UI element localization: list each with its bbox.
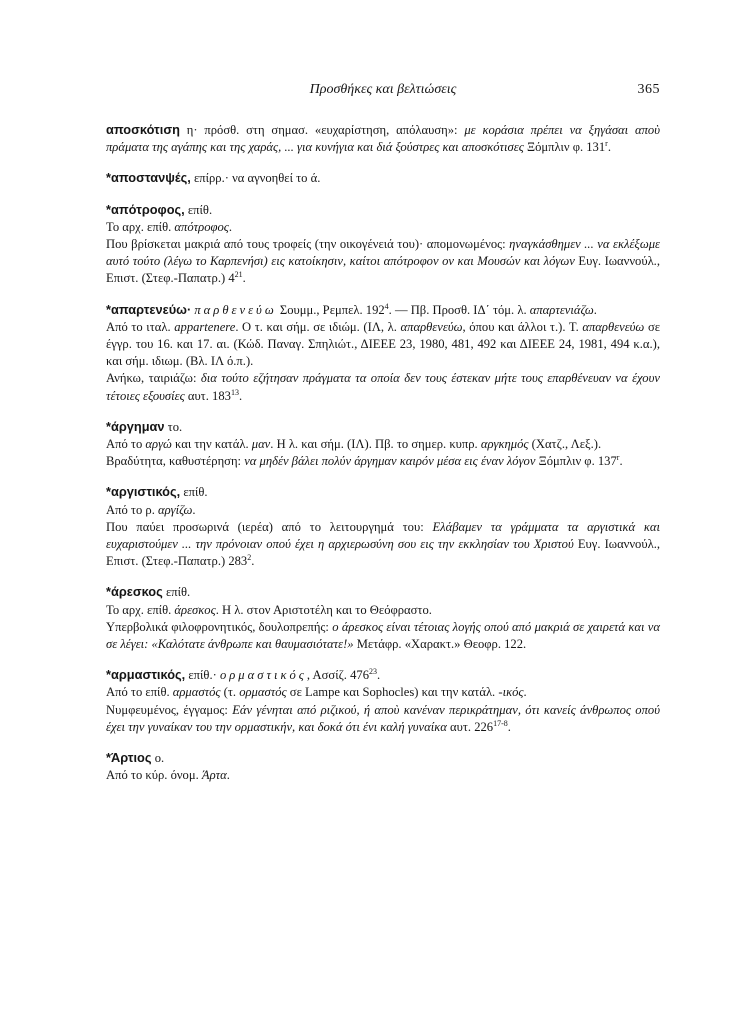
- etymology-term: απότροφος: [174, 219, 229, 234]
- etymology-term: απαρθενεύω: [400, 319, 463, 334]
- gloss: Βραδύτητα, καθυστέρηση:: [106, 454, 242, 469]
- punctuation: .: [228, 219, 233, 234]
- headword: *απότροφος,: [106, 201, 185, 217]
- reference: . — Πβ. Προσθ. ΙΔ΄ τόμ. λ.: [388, 302, 527, 317]
- punctuation: .: [251, 554, 255, 569]
- headword: *Άρτιος: [106, 750, 152, 766]
- entry-aposkotisi: [106, 121, 660, 156]
- source-superscript: 21: [234, 270, 243, 280]
- quotation: Ελάβαμεν τα γράμματα τα αργιστικά και ευχαριστούμεν ... την πρόνοιαν οπού έχει η αρχιερωσύνη σου εις την εκκλησίαν του Χριστού: [106, 519, 660, 552]
- etymology-term: Άρτα: [201, 768, 227, 783]
- part-of-speech: επίθ.: [165, 585, 191, 600]
- entry-apostanpses: [106, 169, 660, 187]
- source-citation: αυτ. 226: [450, 719, 494, 734]
- variant-form: ορμαστικός: [219, 668, 307, 683]
- punctuation: .: [238, 388, 243, 403]
- source-citation: Ευγ. Ιωαννούλ., Επιστ. (Στεφ.-Παπατρ.) 283: [106, 537, 660, 569]
- punctuation: .: [593, 302, 597, 317]
- definition: επίρρ.· να αγνοηθεί το ά.: [193, 171, 321, 186]
- source-citation: Μετάφρ. «Χαρακτ.» Θεοφρ. 122.: [356, 637, 527, 652]
- etymology-term: -ικός: [498, 685, 524, 700]
- headword: αποσκότιση: [106, 122, 180, 137]
- punctuation: .: [619, 454, 623, 469]
- quotation: να μηδέν βάλει πολύν άργημαν καιρόν μέσα εις έναν λόγον: [244, 454, 536, 469]
- entry-armastikos: [106, 666, 660, 736]
- headword: *άργημαν: [106, 418, 165, 434]
- etymology: (Χατζ., Λεξ.).: [531, 437, 602, 452]
- gloss: Νυμφευμένος, έγγαμος:: [106, 702, 228, 717]
- dictionary-entries: [106, 121, 660, 798]
- etymology-term: appartenere: [174, 319, 236, 334]
- gloss: Που βρίσκεται μακριά από τους τροφείς (την οικογένειά του)· απομονωμένος:: [106, 237, 506, 252]
- source-superscript: 13: [230, 387, 239, 397]
- part-of-speech: επίθ.: [187, 202, 213, 217]
- etymology: Από το επίθ.: [106, 685, 170, 700]
- etymology: σε Lampe και Sophocles) και την κατάλ.: [289, 685, 496, 700]
- etymology: . Η λ. και σήμ. (ΙΛ). Πβ. το σημερ. κυπρ.: [270, 437, 478, 452]
- etymology: (τ.: [223, 685, 237, 700]
- gloss: Ανήκω, ταιριάζω:: [106, 371, 197, 386]
- etymology-term: άρεσκος: [174, 602, 216, 617]
- entry-apartenevo: [106, 301, 660, 405]
- etymology-term: μαν: [251, 437, 271, 452]
- headword: *αρμαστικός,: [106, 667, 186, 683]
- headword: *αργιστικός,: [106, 484, 181, 500]
- part-of-speech: το.: [167, 419, 183, 434]
- source-citation: Ξόμπλιν φ. 131: [527, 140, 606, 155]
- source-superscript: r: [616, 453, 620, 463]
- etymology-term: αργίζω: [158, 502, 193, 517]
- source-superscript: r: [605, 139, 608, 149]
- punctuation: .: [507, 719, 511, 734]
- etymology: Από το ρ.: [106, 502, 155, 517]
- source-citation: Ξόμπλιν φ. 137: [538, 454, 617, 469]
- part-of-speech: ο.: [154, 751, 165, 766]
- reference-term: απαρτενιάζω: [529, 302, 594, 317]
- source-citation: Ευγ. Ιωαννούλ., Επιστ. (Στεφ.-Παπατρ.) 4: [106, 254, 660, 286]
- punctuation: .: [242, 271, 246, 286]
- reference-superscript: 23: [369, 667, 377, 677]
- punctuation: ,: [306, 668, 311, 683]
- entry-argiman: [106, 418, 660, 471]
- punctuation: .: [226, 768, 230, 783]
- running-title: Προσθήκες και βελτιώσεις: [309, 82, 457, 97]
- etymology: Από το κύρ. όνομ.: [106, 768, 199, 783]
- etymology: Το αρχ. επίθ.: [106, 602, 172, 617]
- quotation: Εάν γένηται από ριζικού, ή αποὺ κανέναν περικράτημαν, ότι κανείς άνθρωπος οπού έχει την γυναίκαν του την ορμαστικήν, και δοκά ότι ένι καλή γυναίκα: [106, 702, 660, 734]
- punctuation: .: [607, 140, 611, 155]
- reference: Σουμμ., Ρεμπελ. 192: [279, 302, 385, 317]
- etymology-term: αργώ: [145, 437, 172, 452]
- quotation: με κοράσια πρέπει να ξηγάσαι αποὺ πράματα της αγάπης και της χαράς, ... για κυνήγια και διά ξούστρες και αποσκότισες: [106, 123, 661, 155]
- gloss: Που παύει προσωρινά (ιερέα) από το λειτουργημά του:: [106, 519, 424, 534]
- entry-areskos: [106, 583, 660, 653]
- headword: *αποστανψές,: [106, 170, 191, 186]
- quotation: ο άρεσκος είναι τέτοιας λογής οπού από μακριά σε χαιρετά και να σε λέγει: «Καλότατε άνθρωπε και θαυμασιότατε!»: [106, 619, 660, 652]
- reference-superscript: 4: [384, 301, 389, 311]
- source-superscript: 2: [247, 553, 252, 563]
- punctuation: .: [377, 668, 381, 683]
- headword: *άρεσκος: [106, 584, 163, 600]
- etymology: . Η λ. στον Αριστοτέλη και το Θεόφραστο.: [215, 602, 432, 617]
- page-header: [106, 82, 660, 102]
- reference: Ασσίζ. 476: [312, 668, 369, 683]
- source-superscript: 17-8: [493, 718, 508, 728]
- punctuation: .: [523, 685, 527, 700]
- headword: *απαρτενεύω·: [106, 301, 192, 317]
- etymology: Από το: [106, 437, 143, 452]
- page-number: 365: [637, 82, 660, 97]
- etymology-term: αργκημός: [480, 437, 529, 452]
- gloss: Υπερβολικά φιλοφρονητικός, δουλοπρεπής:: [106, 619, 329, 634]
- etymology: Το αρχ. επίθ.: [106, 219, 172, 234]
- etymology-term: απαρθενεύω: [582, 319, 645, 334]
- entry-artios: [106, 749, 660, 784]
- part-of-speech: επίθ.: [183, 485, 208, 500]
- etymology: Από το ιταλ.: [106, 319, 171, 334]
- variant-form: παρθενεύω: [194, 302, 277, 317]
- quotation: ηναγκάσθημεν ... να εκλέξωμε αυτό τούτο (λέγω το Καρπενήσι) εις κατοίκησιν, καίτοι απότροφον ον και Μουσών και λόγων: [106, 237, 660, 269]
- source-citation: αυτ. 183: [187, 388, 231, 403]
- entry-apotrofos: [106, 201, 660, 288]
- etymology: σε έγγρ. του 16. και 17. αι. (Κώδ. Παναγ. Σπηλιώτ., ΔΙΕΕΕ 23, 1980, 481, 492 και ΔΙΕΕΕ 24, 1981, 494 κ.α.), και σήμ. ιδιωμ. (Βλ. ΙΛ ό.π.).: [106, 319, 661, 369]
- etymology: και την κατάλ.: [174, 437, 249, 452]
- quotation: δια τούτο εζήτησαν πράγματα τα οποία δεν τους έστεκαν μήτε τους επαρθένευαν να έχουν τέτοιες εξουσίες: [106, 371, 660, 403]
- etymology-term: ορμαστός: [239, 685, 287, 700]
- part-of-speech: επίθ.·: [188, 668, 217, 683]
- entry-argistikos: [106, 483, 660, 570]
- definition: η· πρόσθ. στη σημασ. «ευχαρίστηση, απόλαυση»:: [186, 123, 458, 137]
- punctuation: .: [192, 502, 196, 517]
- etymology: , όπου και άλλοι τ.). Τ.: [462, 319, 579, 334]
- etymology: . Ο τ. και σήμ. σε ιδιώμ. (ΙΛ, λ.: [235, 319, 397, 334]
- etymology-term: αρμαστός: [172, 685, 221, 700]
